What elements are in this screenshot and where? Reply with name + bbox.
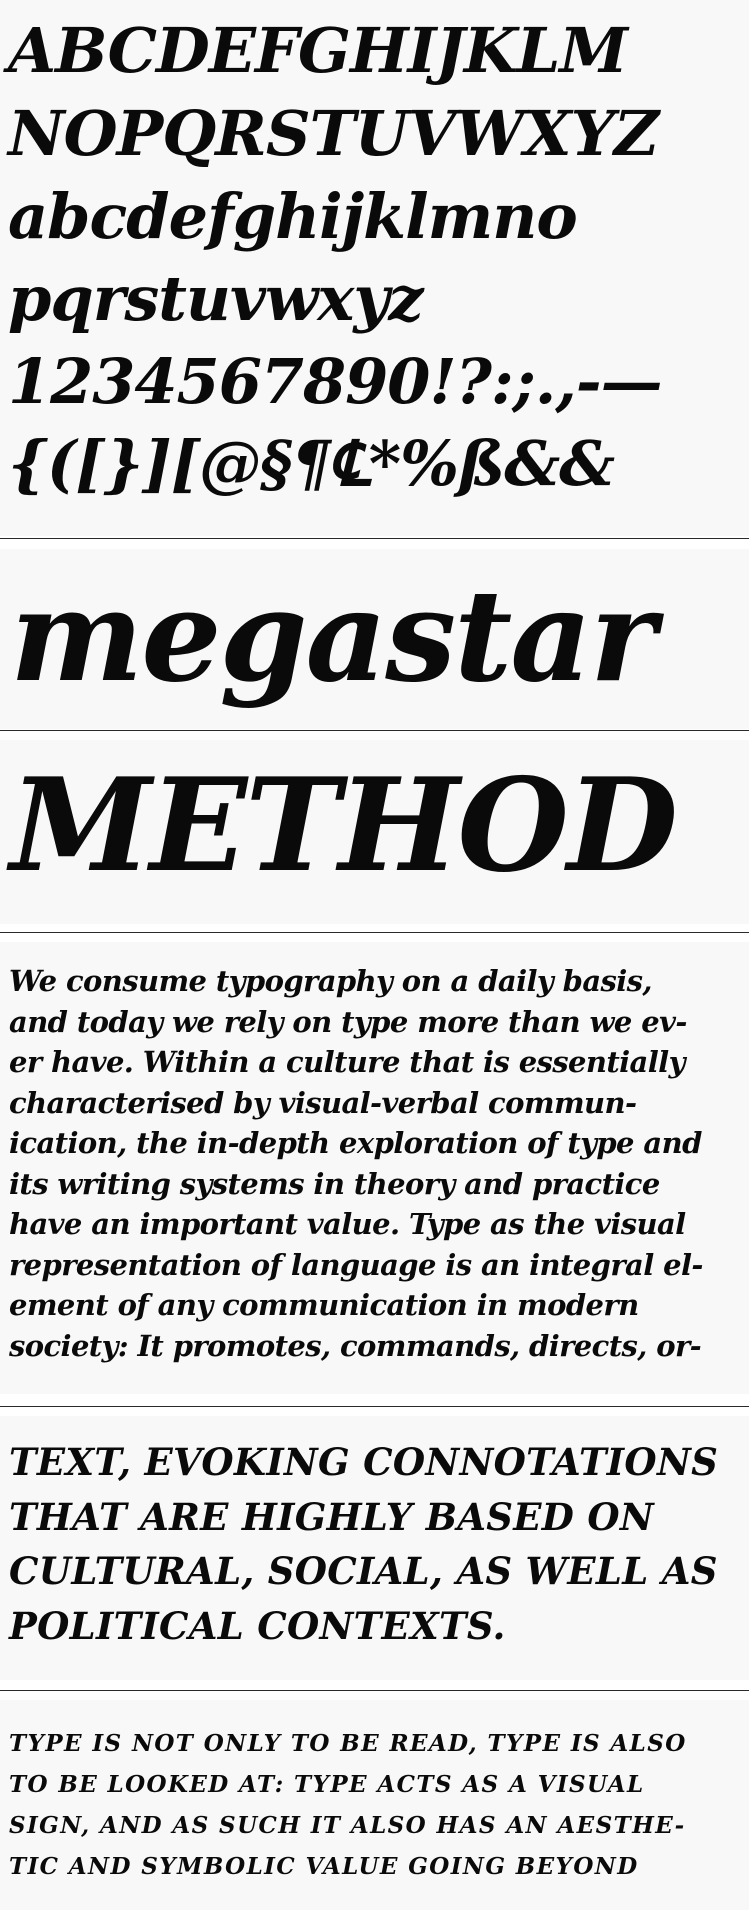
glyph-line-lowercase-2: pqrstuvwxyz <box>8 262 423 335</box>
glyph-line-figures: 1234567890!?:;.,-— <box>8 345 662 418</box>
paragraph-line: have an important value. Type as the visual <box>9 1207 686 1241</box>
glyph-line-uppercase-2: NOPQRSTUVWXYZ <box>8 97 659 170</box>
caps-line: CULTURAL, SOCIAL, AS WELL AS <box>9 1549 718 1593</box>
small-caps-line: SIGN, AND AS SUCH IT ALSO HAS AN AESTHE- <box>9 1812 686 1839</box>
paragraph-line: society: It promotes, commands, directs, or- <box>9 1329 702 1363</box>
small-caps-line: TYPE IS NOT ONLY TO BE READ, TYPE IS ALSO <box>9 1730 687 1757</box>
glyph-line-symbols: {([}][@§¶℄*%ß&& <box>8 427 615 500</box>
caps-line: THAT ARE HIGHLY BASED ON <box>9 1495 655 1539</box>
divider-4 <box>0 1406 749 1407</box>
divider-2 <box>0 730 749 731</box>
divider-5 <box>0 1690 749 1691</box>
glyph-set-panel <box>0 0 749 536</box>
paragraph-line: its writing systems in theory and practice <box>9 1167 660 1201</box>
paragraph-line: er have. Within a culture that is essentially <box>9 1045 685 1079</box>
paragraph-line: ication, the in-depth exploration of type and <box>9 1126 702 1160</box>
paragraph-panel <box>0 942 749 1394</box>
display-word-megastar: megastar <box>10 562 655 710</box>
caps-panel <box>0 1416 749 1680</box>
small-caps-line: TO BE LOOKED AT: TYPE ACTS AS A VISUAL <box>9 1771 645 1798</box>
caps-line: TEXT, EVOKING CONNOTATIONS <box>9 1440 719 1484</box>
paragraph-line: ement of any communication in modern <box>9 1288 639 1322</box>
paragraph-line: representation of language is an integral el- <box>9 1248 703 1282</box>
small-caps-line: TIC AND SYMBOLIC VALUE GOING BEYOND <box>9 1853 639 1880</box>
divider-3 <box>0 932 749 933</box>
display-word-panel-lowercase <box>0 549 749 729</box>
display-word-panel-uppercase <box>0 740 749 924</box>
paragraph-line: and today we rely on type more than we ev- <box>9 1005 687 1039</box>
small-caps-panel <box>0 1700 749 1910</box>
paragraph-line: We consume typography on a daily basis, <box>9 964 652 998</box>
glyph-line-uppercase-1: ABCDEFGHIJKLM <box>8 14 628 87</box>
display-word-method: METHOD <box>10 751 676 901</box>
divider-1 <box>0 538 749 539</box>
glyph-line-lowercase-1: abcdefghijklmno <box>8 180 577 253</box>
caps-line: POLITICAL CONTEXTS. <box>9 1604 506 1648</box>
paragraph-line: characterised by visual-verbal commun- <box>9 1086 637 1120</box>
